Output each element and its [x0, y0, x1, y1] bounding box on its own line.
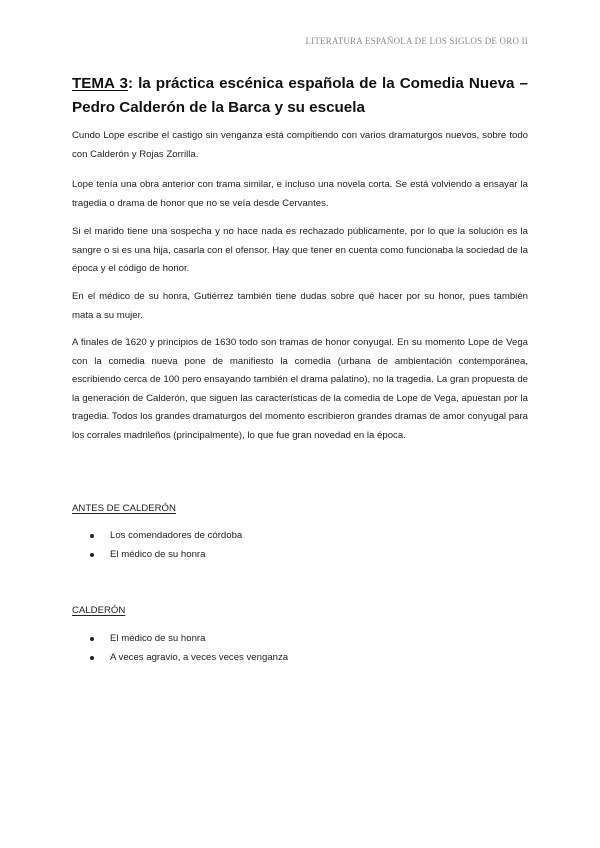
list-item: [90, 527, 242, 546]
section-heading-antes-de-calderon: ANTES DE CALDERÓN: [72, 503, 176, 514]
bullet-icon: [90, 553, 94, 557]
list-item-text: El médico de su honra: [110, 633, 206, 644]
list-item: [90, 649, 288, 668]
bullet-list-antes-de-calderon: [90, 527, 242, 564]
paragraph-conjugal-honor: A finales de 1620 y principios de 1630 todo son tramas de honor conyugal. En su momento Lope de Vega con la comedia nueva pone de manifiesto la comedia (urbana de ambientación contemporánea, escribiendo cerca de 100 pero ensayando también el drama palatino), no la tragedia. La gran propuesta de la generación de Calderón, que siguen las características de la comedia de Lope de Vega, apuestan por la tragedia. Todos los grandes dramaturgos del momento escribieron grandes dramas de amor conyugal para los corrales madrileños (principalmente), lo que fue gran novedad en la época.: [72, 337, 528, 441]
bullet-list-calderon: [90, 630, 288, 667]
running-header: LITERATURA ESPAÑOLA DE LOS SIGLOS DE ORO II: [305, 36, 528, 46]
section-heading-calderon: CALDERÓN: [72, 605, 126, 616]
bullet-icon: [90, 534, 94, 538]
page-title: [72, 72, 528, 120]
list-item-text: Los comendadores de córdoba: [110, 530, 243, 541]
title-label: TEMA 3: [72, 75, 128, 92]
paragraph-medico-de-su-honra: En el médico de su honra, Gutiérrez también tiene dudas sobre qué hacer por su honor, pues también mata a su mujer.: [72, 291, 528, 321]
title-text: : la práctica escénica española de la Comedia Nueva – Pedro Calderón de la Barca y su escuela: [72, 75, 528, 116]
bullet-icon: [90, 637, 94, 641]
paragraph-lope-earlier-work: Lope tenía una obra anterior con trama similar, e incluso una novela corta. Se está volviendo a ensayar la tragedia o drama de honor que no se veía desde Cervantes.: [72, 179, 528, 209]
paragraph-honor-code: Si el marido tiene una sospecha y no hace nada es rechazado públicamente, por lo que la solución es la sangre o si es una hija, casarla con el ofensor. Hay que tener en cuenta como funcionaba la sociedad de la época y el código de honor.: [72, 226, 528, 274]
list-item: [90, 630, 288, 649]
list-item: [90, 546, 242, 565]
list-item-text: El médico de su honra: [110, 548, 206, 560]
bullet-icon: [90, 656, 94, 660]
paragraph-intro: Cundo Lope escribe el castigo sin venganza está compitiendo con varios dramaturgos nuevos, sobre todo con Calderón y Rojas Zorrilla.: [72, 130, 528, 160]
list-item-text: A veces agravio, a veces veces venganza: [110, 651, 289, 663]
